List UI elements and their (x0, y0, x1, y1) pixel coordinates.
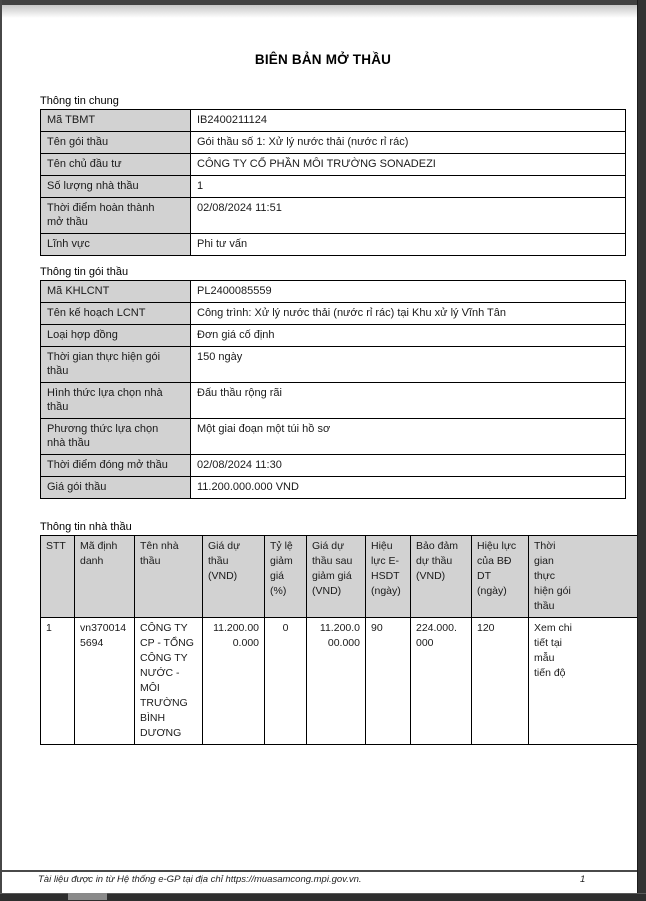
package-info-table (40, 280, 626, 499)
cell-bid-price: 11.200.000.000 (203, 618, 265, 745)
cell-validity-ehsdt: 90 (366, 618, 411, 745)
row-label: Tên chủ đầu tư (41, 154, 191, 176)
row-label: Thời gian thực hiện gói thầu (41, 347, 191, 383)
cell-bid-security: 224.000.000 (411, 618, 472, 745)
row-label: Tên kế hoạch LCNT (41, 303, 191, 325)
row-label: Mã KHLCNT (41, 281, 191, 303)
table-row (41, 618, 643, 745)
column-header: Tỷ lệ giảm giá (%) (265, 536, 307, 618)
cell-discount-rate: 0 (265, 618, 307, 745)
page-number: 1 (580, 874, 586, 885)
table-row (41, 154, 626, 176)
row-value: CÔNG TY CỔ PHẦN MÔI TRƯỜNG SONADEZI (191, 154, 626, 176)
cell-contractor-id: vn3700145694 (75, 618, 135, 745)
row-label: Phương thức lựa chọn nhà thầu (41, 419, 191, 455)
row-value: PL2400085559 (191, 281, 626, 303)
column-header: Giá dự thầu (VND) (203, 536, 265, 618)
section-heading-contractors: Thông tin nhà thầu (40, 521, 132, 533)
column-header: Tên nhà thầu (135, 536, 203, 618)
row-label: Hình thức lựa chọn nhà thầu (41, 383, 191, 419)
section-heading-general: Thông tin chung (40, 95, 119, 107)
horizontal-scrollbar-thumb[interactable] (68, 893, 107, 900)
cell-execution-time: Xem chi tiết tại mẫu tiến độ (529, 618, 643, 745)
row-value: Phi tư vấn (191, 234, 626, 256)
column-header: Bảo đảm dự thầu (VND) (411, 536, 472, 618)
table-row (41, 198, 626, 234)
table-row (41, 234, 626, 256)
table-header-row (41, 536, 643, 618)
table-row (41, 383, 626, 419)
page-title: BIÊN BẢN MỞ THẦU (254, 52, 392, 67)
contractors-table (40, 535, 643, 745)
table-row (41, 132, 626, 154)
row-value: IB2400211124 (191, 110, 626, 132)
general-info-table (40, 109, 626, 256)
cell-stt: 1 (41, 618, 75, 745)
footer-note: Tài liệu được in từ Hệ thống e-GP tại địa chỉ https://muasamcong.mpi.gov.vn. (38, 874, 362, 885)
row-value: 02/08/2024 11:30 (191, 455, 626, 477)
row-value: 150 ngày (191, 347, 626, 383)
table-row (41, 347, 626, 383)
table-row (41, 325, 626, 347)
viewer-edge-top (0, 0, 646, 5)
row-label: Giá gói thầu (41, 477, 191, 499)
column-header: Giá dự thầu sau giảm giá (VND) (307, 536, 366, 618)
row-label: Thời điểm đóng mở thầu (41, 455, 191, 477)
table-row (41, 477, 626, 499)
column-header: Thời gian thực hiện gói thầu (529, 536, 643, 618)
viewer-edge-right (637, 0, 646, 900)
table-row (41, 281, 626, 303)
column-header: Hiệu lực E-HSDT (ngày) (366, 536, 411, 618)
page-top-shadow (0, 5, 646, 18)
row-value: 02/08/2024 11:51 (191, 198, 626, 234)
row-label: Số lượng nhà thầu (41, 176, 191, 198)
table-row (41, 176, 626, 198)
row-label: Lĩnh vực (41, 234, 191, 256)
cell-price-after-discount: 11.200.000.000 (307, 618, 366, 745)
section-heading-package: Thông tin gói thầu (40, 266, 129, 278)
table-row (41, 110, 626, 132)
row-value: 11.200.000.000 VND (191, 477, 626, 499)
row-value: 1 (191, 176, 626, 198)
table-row (41, 419, 626, 455)
row-value: Đấu thầu rộng rãi (191, 383, 626, 419)
row-value: Gói thầu số 1: Xử lý nước thải (nước rỉ rác) (191, 132, 626, 154)
row-value: Công trình: Xử lý nước thải (nước rỉ rác) tại Khu xử lý Vĩnh Tân (191, 303, 626, 325)
row-value: Đơn giá cố định (191, 325, 626, 347)
row-label: Loại hợp đồng (41, 325, 191, 347)
column-header: Mã định danh (75, 536, 135, 618)
row-label: Thời điểm hoàn thành mở thầu (41, 198, 191, 234)
cell-security-validity: 120 (472, 618, 529, 745)
viewer-edge-left (0, 0, 2, 900)
column-header: Hiệu lực của BĐ DT (ngày) (472, 536, 529, 618)
table-row (41, 455, 626, 477)
cell-contractor-name: CÔNG TY CP - TỔNG CÔNG TY NƯỚC - MÔI TRƯỜNG BÌNH DƯƠNG (135, 618, 203, 745)
column-header: STT (41, 536, 75, 618)
row-value: Một giai đoạn một túi hồ sơ (191, 419, 626, 455)
table-row (41, 303, 626, 325)
row-label: Mã TBMT (41, 110, 191, 132)
row-label: Tên gói thầu (41, 132, 191, 154)
footer-divider (0, 870, 646, 872)
